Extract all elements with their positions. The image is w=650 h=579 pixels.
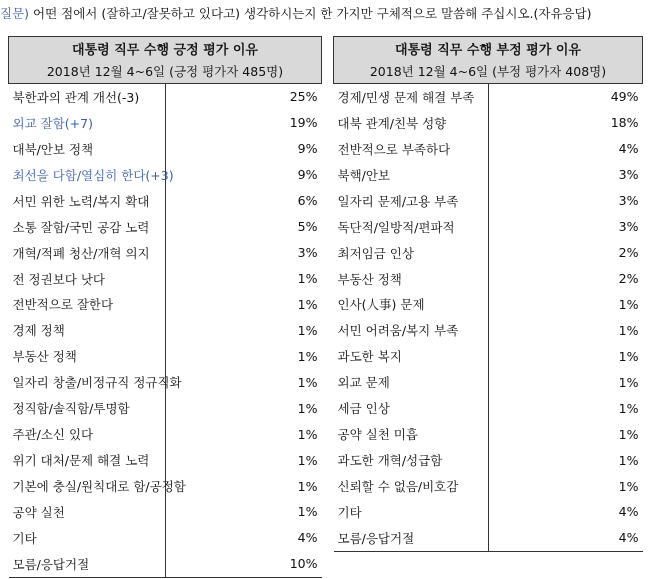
table-row [9,136,322,162]
reason-label: 개혁/적폐 청산/개혁 의지 [12,245,150,261]
reason-percent: 3% [488,188,643,214]
table-row [9,266,322,292]
table-row [334,369,643,395]
negative-table-subtitle: 2018년 12월 4~6일 (부정 평가자 408명) [334,59,643,84]
question-line [0,4,650,24]
reason-percent: 3% [488,162,643,188]
reason-label: 기본에 충실/원칙대로 함/공정함 [12,479,186,495]
reason-label: 인사(人事) 문제 [337,297,425,313]
reason-label: 경제 정책 [12,323,65,339]
negative-table-body [334,84,643,552]
reason-label: 신뢰할 수 없음/비호감 [337,479,459,495]
reason-label: 북핵/안보 [337,167,391,183]
reason-label: 서민 위한 노력/복지 확대 [12,193,150,209]
reason-label: 소통 잘함/국민 공감 노력 [12,219,150,235]
reason-percent: 1% [488,317,643,343]
reason-label: 최선을 다함/열심히 한다(+3) [12,167,174,183]
table-row [334,214,643,240]
table-row [9,162,322,188]
reason-percent: 4% [488,525,643,551]
table-row [334,525,643,551]
negative-table-title: 대통령 직무 수행 부정 평가 이유 [334,37,643,60]
reason-label: 외교 문제 [337,375,390,391]
table-row [9,551,322,577]
reason-label: 부동산 정책 [12,349,77,365]
table-row [334,499,643,525]
reason-percent: 1% [165,292,322,318]
reason-label: 최저임금 인상 [337,245,414,261]
reason-percent: 5% [165,214,322,240]
positive-table-body [9,84,322,578]
table-row [334,110,643,136]
table-row [334,162,643,188]
reason-percent: 3% [488,214,643,240]
reason-percent: 1% [165,343,322,369]
table-row [9,214,322,240]
positive-table-title: 대통령 직무 수행 긍정 평가 이유 [9,37,322,60]
reason-percent: 1% [488,292,643,318]
reason-label: 주관/소신 있다 [12,427,94,443]
reason-percent: 1% [488,343,643,369]
reason-percent: 1% [488,395,643,421]
reason-percent: 1% [165,447,322,473]
reason-label: 전반적으로 부족하다 [337,141,451,157]
reason-percent: 49% [488,84,643,110]
reason-percent: 25% [165,84,322,110]
reason-percent: 9% [165,136,322,162]
table-row [334,188,643,214]
reason-label: 일자리 문제/고용 부족 [337,193,459,209]
table-row [334,395,643,421]
table-row [9,317,322,343]
reason-percent: 6% [165,188,322,214]
reason-percent: 1% [165,369,322,395]
reason-percent: 1% [488,473,643,499]
reason-label: 대북 관계/친북 성향 [337,115,447,131]
reason-label: 공약 실천 [12,504,65,520]
table-row [9,240,322,266]
reason-percent: 1% [488,369,643,395]
reason-percent: 1% [165,266,322,292]
positive-reasons-table [8,36,322,578]
reason-percent: 4% [488,499,643,525]
negative-reasons-table [333,36,643,552]
reason-label: 모름/응답거절 [9,551,166,577]
table-row [334,447,643,473]
table-row [334,292,643,318]
reason-label: 기타 [337,504,362,520]
reason-percent: 1% [165,395,322,421]
table-row [9,421,322,447]
reason-percent: 1% [165,317,322,343]
reason-label: 정직함/솔직함/투명함 [12,401,130,417]
question-text: 어떤 점에서 (잘하고/잘못하고 있다고) 생각하시는지 한 가지만 구체적으로 말씀해 주십시오.(자유응답) [33,6,592,21]
table-row [334,421,643,447]
table-row [334,240,643,266]
reason-label: 전 정권보다 낫다 [12,271,105,287]
reason-label: 과도한 복지 [337,349,402,365]
table-row [9,369,322,395]
reason-label: 독단적/일방적/편파적 [337,219,455,235]
reason-label: 공약 실천 미흡 [337,427,418,443]
table-row [334,343,643,369]
reason-percent: 1% [165,499,322,525]
reason-label: 전반적으로 잘한다 [12,297,114,313]
reason-percent: 18% [488,110,643,136]
table-row [334,473,643,499]
reason-percent: 1% [165,421,322,447]
reason-label: 부동산 정책 [337,271,402,287]
table-row [334,317,643,343]
question-prefix: 질문) [0,6,30,21]
reason-percent: 10% [165,551,322,577]
table-row [9,525,322,551]
table-row [9,473,322,499]
table-row [9,343,322,369]
reason-percent: 9% [165,162,322,188]
reason-percent: 1% [165,473,322,499]
table-row [334,136,643,162]
reason-percent: 3% [165,240,322,266]
reason-percent: 1% [488,421,643,447]
table-row [334,84,643,110]
reason-percent: 19% [165,110,322,136]
table-row [9,292,322,318]
reason-label: 서민 어려움/복지 부족 [337,323,459,339]
reason-label: 위기 대처/문제 해결 노력 [12,453,150,469]
table-row [9,188,322,214]
table-row [9,110,322,136]
table-row [334,266,643,292]
reason-label: 북한과의 관계 개선(-3) [12,89,140,105]
reason-label: 세금 인상 [337,401,390,417]
reason-percent: 1% [488,447,643,473]
table-row [9,84,322,110]
table-row [9,499,322,525]
reason-percent: 2% [488,266,643,292]
reason-label: 기타 [12,530,37,546]
reason-percent: 4% [165,525,322,551]
reason-percent: 4% [488,136,643,162]
reason-label: 과도한 개혁/성급함 [337,453,443,469]
table-row [9,447,322,473]
reason-label: 경제/민생 문제 해결 부족 [337,89,475,105]
reason-label: 대북/안보 정책 [12,141,94,157]
table-row [9,395,322,421]
reason-label: 모름/응답거절 [334,525,489,551]
reason-percent: 2% [488,240,643,266]
positive-table-subtitle: 2018년 12월 4~6일 (긍정 평가자 485명) [9,59,322,84]
reason-label: 외교 잘함(+7) [12,115,93,131]
reason-label: 일자리 창출/비정규직 정규직화 [12,375,182,391]
